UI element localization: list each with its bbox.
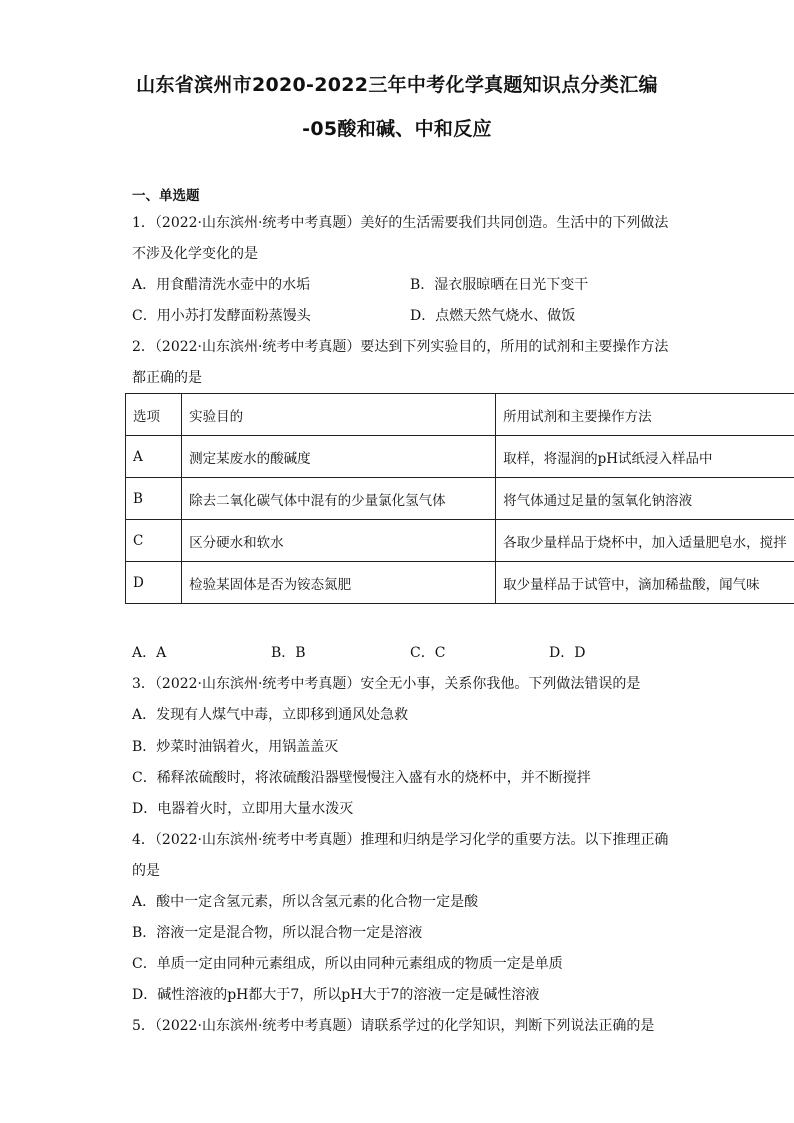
q5-stem-line1: 5．（2022·山东滨州·统考中考真题）请联系学过的化学知识，判断下列说法正确的是 xyxy=(132,1018,655,1034)
table-row xyxy=(126,520,794,562)
document-title-line1: 山东省滨州市2020-2022三年中考化学真题知识点分类汇编 xyxy=(136,74,658,96)
table-row xyxy=(126,562,794,604)
q1-stem-line1: 1．（2022·山东滨州·统考中考真题）美好的生活需要我们共同创造。生活中的下列做法 xyxy=(132,215,669,231)
table-cell: 除去二氧化碳气体中混有的少量氯化氢气体 xyxy=(182,478,496,520)
section-heading: 一、单选题 xyxy=(132,188,200,204)
q1-stem-line2: 不涉及化学变化的是 xyxy=(132,246,258,262)
table-header-cell: 实验目的 xyxy=(182,394,496,436)
table-cell: 取样，将湿润的pH试纸浸入样品中 xyxy=(496,436,794,478)
q2-option-d: D．D xyxy=(549,645,586,661)
q4-option-b: B．溶液一定是混合物，所以混合物一定是溶液 xyxy=(132,925,423,941)
table-row xyxy=(126,436,794,478)
table-cell: 各取少量样品于烧杯中，加入适量肥皂水，搅拌 xyxy=(496,520,794,562)
q2-option-a: A．A xyxy=(132,645,167,661)
q3-option-b: B．炒菜时油锅着火，用锅盖盖灭 xyxy=(132,739,339,755)
table-cell: 将气体通过足量的氢氧化钠溶液 xyxy=(496,478,794,520)
q4-option-d: D．碱性溶液的pH都大于7，所以pH大于7的溶液一定是碱性溶液 xyxy=(132,987,540,1003)
table-cell: C xyxy=(126,520,182,562)
q4-option-c: C．单质一定由同种元素组成，所以由同种元素组成的物质一定是单质 xyxy=(132,956,563,972)
q1-option-d: D．点燃天然气烧水、做饭 xyxy=(410,308,576,324)
q3-option-d: D．电器着火时，立即用大量水泼灭 xyxy=(132,801,354,817)
table-cell: 测定某废水的酸碱度 xyxy=(182,436,496,478)
q1-option-a: A．用食醋清洗水壶中的水垢 xyxy=(132,277,311,293)
table-header-row xyxy=(126,394,794,436)
table-cell: 取少量样品于试管中，滴加稀盐酸，闻气味 xyxy=(496,562,794,604)
q4-option-a: A．酸中一定含氢元素，所以含氢元素的化合物一定是酸 xyxy=(132,894,479,910)
q4-stem-line2: 的是 xyxy=(132,863,160,879)
table-row xyxy=(126,478,794,520)
table-cell: B xyxy=(126,478,182,520)
table-cell: 检验某固体是否为铵态氮肥 xyxy=(182,562,496,604)
q1-option-c: C．用小苏打发酵面粉蒸馒头 xyxy=(132,308,311,324)
q3-stem-line1: 3．（2022·山东滨州·统考中考真题）安全无小事，关系你我他。下列做法错误的是 xyxy=(132,676,641,692)
table-cell: A xyxy=(126,436,182,478)
q3-option-c: C．稀释浓硫酸时，将浓硫酸沿器壁慢慢注入盛有水的烧杯中，并不断搅拌 xyxy=(132,770,591,786)
table-cell: D xyxy=(126,562,182,604)
q4-stem-line1: 4．（2022·山东滨州·统考中考真题）推理和归纳是学习化学的重要方法。以下推理正确 xyxy=(132,832,669,848)
table-header-cell: 选项 xyxy=(126,394,182,436)
q2-table xyxy=(125,393,794,604)
q2-option-b: B．B xyxy=(271,645,306,661)
q2-stem-line2: 都正确的是 xyxy=(132,370,202,386)
q1-option-b: B．湿衣服晾晒在日光下变干 xyxy=(410,277,589,293)
document-title-line2: -05酸和碱、中和反应 xyxy=(302,118,492,140)
q3-option-a: A．发现有人煤气中毒，立即移到通风处急救 xyxy=(132,707,409,723)
table-header-cell: 所用试剂和主要操作方法 xyxy=(496,394,794,436)
q2-stem-line1: 2．（2022·山东滨州·统考中考真题）要达到下列实验目的，所用的试剂和主要操作方法 xyxy=(132,339,669,355)
table-cell: 区分硬水和软水 xyxy=(182,520,496,562)
q2-option-c: C．C xyxy=(410,645,446,661)
